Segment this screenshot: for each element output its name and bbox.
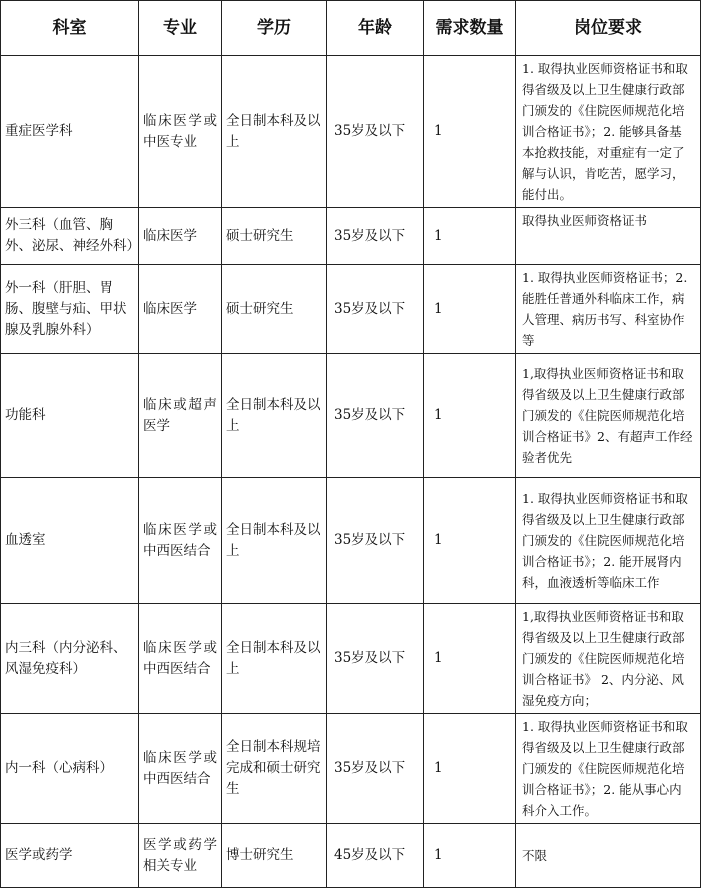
- table-row: [1, 56, 701, 208]
- cell-count: 1: [424, 354, 516, 478]
- cell-major: 医学或药学相关专业: [139, 824, 222, 888]
- cell-dept: 功能科: [1, 354, 139, 478]
- cell-age: 35岁及以下: [327, 265, 424, 354]
- cell-major: 临床医学或中西医结合: [139, 714, 222, 824]
- cell-education: 全日制本科规培完成和硕士研究生: [222, 714, 327, 824]
- cell-age: 35岁及以下: [327, 208, 424, 265]
- cell-major: 临床医学: [139, 208, 222, 265]
- header-count: 需求数量: [424, 1, 516, 56]
- cell-dept: 外三科（血管、胸外、泌尿、神经外科）: [1, 208, 139, 265]
- table-row: [1, 265, 701, 354]
- header-row: [1, 1, 701, 56]
- cell-education: 全日制本科及以上: [222, 56, 327, 208]
- cell-dept: 血透室: [1, 478, 139, 604]
- table-row: [1, 478, 701, 604]
- header-education: 学历: [222, 1, 327, 56]
- table-row: [1, 714, 701, 824]
- cell-dept: 内一科（心病科）: [1, 714, 139, 824]
- cell-count: 1: [424, 208, 516, 265]
- cell-requirement: 1,取得执业医师资格证书和取得省级及以上卫生健康行政部门颁发的《住院医师规范化培训合格证书》 2、内分泌、风湿免疫方向；: [516, 604, 701, 714]
- header-dept: 科室: [1, 1, 139, 56]
- table-row: [1, 208, 701, 265]
- cell-count: 1: [424, 478, 516, 604]
- header-major: 专业: [139, 1, 222, 56]
- cell-requirement: 取得执业医师资格证书: [516, 208, 701, 265]
- cell-requirement: 1,取得执业医师资格证书和取得省级及以上卫生健康行政部门颁发的《住院医师规范化培训合格证书》2、有超声工作经验者优先: [516, 354, 701, 478]
- cell-education: 博士研究生: [222, 824, 327, 888]
- cell-major: 临床或超声医学: [139, 354, 222, 478]
- cell-dept: 外一科（肝胆、胃肠、腹壁与疝、甲状腺及乳腺外科）: [1, 265, 139, 354]
- cell-dept: 重症医学科: [1, 56, 139, 208]
- cell-major: 临床医学或中医专业: [139, 56, 222, 208]
- cell-age: 35岁及以下: [327, 604, 424, 714]
- table-row: [1, 604, 701, 714]
- cell-count: 1: [424, 714, 516, 824]
- cell-education: 全日制本科及以上: [222, 604, 327, 714]
- cell-age: 35岁及以下: [327, 478, 424, 604]
- cell-requirement: 不限: [516, 824, 701, 888]
- cell-education: 硕士研究生: [222, 208, 327, 265]
- cell-requirement: 1. 取得执业医师资格证书和取得省级及以上卫生健康行政部门颁发的《住院医师规范化培训合格证书》；2. 能开展肾内科，血液透析等临床工作: [516, 478, 701, 604]
- cell-requirement: 1. 取得执业医师资格证书；2.能胜任普通外科临床工作，病人管理、病历书写、科室协作等: [516, 265, 701, 354]
- cell-requirement: 1. 取得执业医师资格证书和取得省级及以上卫生健康行政部门颁发的《住院医师规范化培训合格证书》；2. 能够具备基本抢救技能，对重症有一定了解与认识，肯吃苦，愿学习，能付出。: [516, 56, 701, 208]
- cell-age: 45岁及以下: [327, 824, 424, 888]
- header-requirement: 岗位要求: [516, 1, 701, 56]
- cell-count: 1: [424, 56, 516, 208]
- cell-count: 1: [424, 265, 516, 354]
- cell-education: 硕士研究生: [222, 265, 327, 354]
- cell-major: 临床医学: [139, 265, 222, 354]
- cell-dept: 医学或药学: [1, 824, 139, 888]
- cell-count: 1: [424, 824, 516, 888]
- cell-major: 临床医学或中西医结合: [139, 478, 222, 604]
- cell-education: 全日制本科及以上: [222, 478, 327, 604]
- cell-dept: 内三科（内分泌科、风湿免疫科）: [1, 604, 139, 714]
- table-row: [1, 354, 701, 478]
- cell-age: 35岁及以下: [327, 56, 424, 208]
- header-age: 年龄: [327, 1, 424, 56]
- cell-age: 35岁及以下: [327, 354, 424, 478]
- cell-count: 1: [424, 604, 516, 714]
- cell-requirement: 1. 取得执业医师资格证书和取得省级及以上卫生健康行政部门颁发的《住院医师规范化培训合格证书》；2. 能从事心内科介入工作。: [516, 714, 701, 824]
- table-row: [1, 824, 701, 888]
- cell-education: 全日制本科及以上: [222, 354, 327, 478]
- cell-major: 临床医学或中西医结合: [139, 604, 222, 714]
- cell-age: 35岁及以下: [327, 714, 424, 824]
